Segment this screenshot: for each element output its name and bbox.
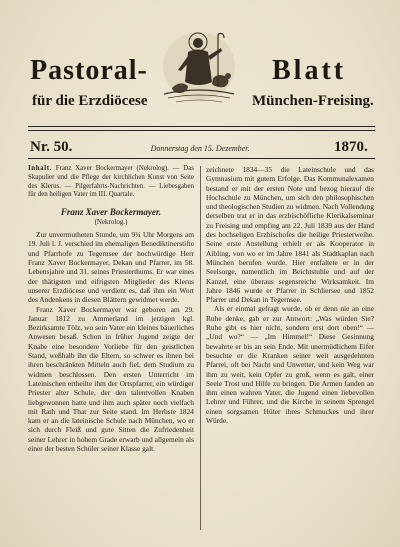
article-paragraph: zeichnete 1834—35 die Lateinschule und das Gymnasium mit gutem Erfolge. Das Kommunalexamen bestand er mit der ersten Note und bezog hierauf die Hochschule zu München, um sich den philosophischen und theologischen Studien zu widmen. Nach Vollendung derselben trat er in das erzbischöfliche Klerikalseminar zu Freising und empfing am 22. Juli 1839 aus der Hand des hochseligen Erzbischofes die heilige Priesterweihe. Seine erste Anstellung erhielt er als Kooperator in Aibling, von wo er im Jahre 1841 als Stadtkaplan nach München berufen wurde. Hier entfaltete er in der Seelsorge, namentlich im Beichtstuhle und auf der Kanzel, eine überaus segensreiche Wirksamkeit. Im Jahre 1846 wurde er Pfarrer in Schliersee und 1852 Pfarrer und Dekan in Tegernsee.: [206, 165, 374, 305]
article-paragraph: Franz Xaver Bockermayer war geboren am 29. Januar 1812 zu Ammerland im jetzigen kgl. Bezirksamte Tölz, wo sein Vater ein kleines bäuerliches Anwesen besaß. Schon in früher Jugend zeigte der Knabe eine besondere Vorliebe für den geistlichen Stand, weßhalb ihn die Eltern, so schwer es ihnen bei ihren beschränkten Mitteln auch fiel, dem Studium zu widmen beschlossen. Den ersten Unterricht im Lateinischen ertheilte ihm der Ortspfarrer, ein würdiger Priester alter Schule, der den talentvollen Knaben liebgewonnen hatte und ihm auch später noch vielfach mit Rath und That zur Seite stand. Im Herbste 1824 kam er an die lateinische Schule nach München, wo er sich durch Fleiß und gute Sitten die Zufriedenheit seiner Lehrer in hohem Grade erwarb und allgemein als einer der besten Schüler seiner Klasse galt.: [28, 304, 194, 454]
issue-year: 1870.: [334, 139, 368, 155]
issue-date: Donnerstag den 15. Dezember.: [150, 144, 250, 153]
masthead-subtitle-left: für die Erzdiöcese: [32, 93, 148, 109]
masthead-emblem-icon: [158, 26, 240, 106]
article-paragraph: Als er einmal gefragt wurde, ob er denn nie an eine Ruhe denke, gab er zur Antwort: „Was würden Sie? Ruhe gibt es hier nicht, sondern erst dort oben!“ — „Und wo?“ — „Im Himmel!“ Diese Gesinnung bewahrte er bis an sein Ende. Mit unermüdlichem Eifer besuchte er die Kranken seiner weit ausgedehnten Pfarrei, oft bei Nacht und Unwetter, und kein Weg war ihm zu weit, kein Opfer zu groß, wenn es galt, einer Seele Trost und Hilfe zu bringen. Die Armen fanden an ihm einen wahren Vater, die Jugend einen liebevollen Lehrer und Führer, und die Kirche in seinem Sprengel einen sorgsamen Hüter ihres Schmuckes und ihrer Würde.: [206, 304, 374, 426]
article-paragraph: Zur unvermutheten Stunde, um 9¾ Uhr Morgens am 19. Juli l. J. verschied im ehemaligen Benediktinerstifte und Pfarrhofe zu Tegernsee der hochwürdige Herr Franz Xaver Bockermayer, Dekan und Pfarrer, im 58. Lebensjahre und 31. seines Priesterthums. Er war eines der thätigsten und eifrigsten Mitglieder des Klerus unserer Erzdiöcese und verdient es, daß ihm ein Wort des Andenkens in diesen Blättern gewidmet werde.: [28, 230, 194, 305]
issue-number: Nr. 50.: [30, 139, 73, 155]
table-of-contents: [28, 165, 194, 200]
masthead-title-left: Pastoral-: [30, 55, 148, 86]
article-subtitle: (Nekrolog.): [94, 218, 128, 227]
issue-rule-bottom: [28, 158, 375, 159]
masthead-rule-top: [28, 126, 375, 127]
article-title: Franz Xaver Bockermayer.: [60, 207, 162, 218]
column-divider: [200, 166, 201, 530]
masthead-rule-top-thin: [28, 130, 375, 131]
masthead-subtitle-right: München-Freising.: [252, 93, 374, 109]
column-left: [28, 165, 194, 530]
column-right: [206, 165, 374, 530]
contents-text: Franz Xaver Bockermayer (Nekrolog). — Das Skapulier und die Pflege der kirchlichen Kunst von Seite des Klerus. — Pilgerfahrts-Nachrichten. — Liebesgaben für den heiligen Vater im III. Quartale.: [28, 165, 194, 199]
contents-label: Inhalt.: [28, 165, 52, 172]
masthead-title-right: Blatt: [272, 55, 347, 86]
